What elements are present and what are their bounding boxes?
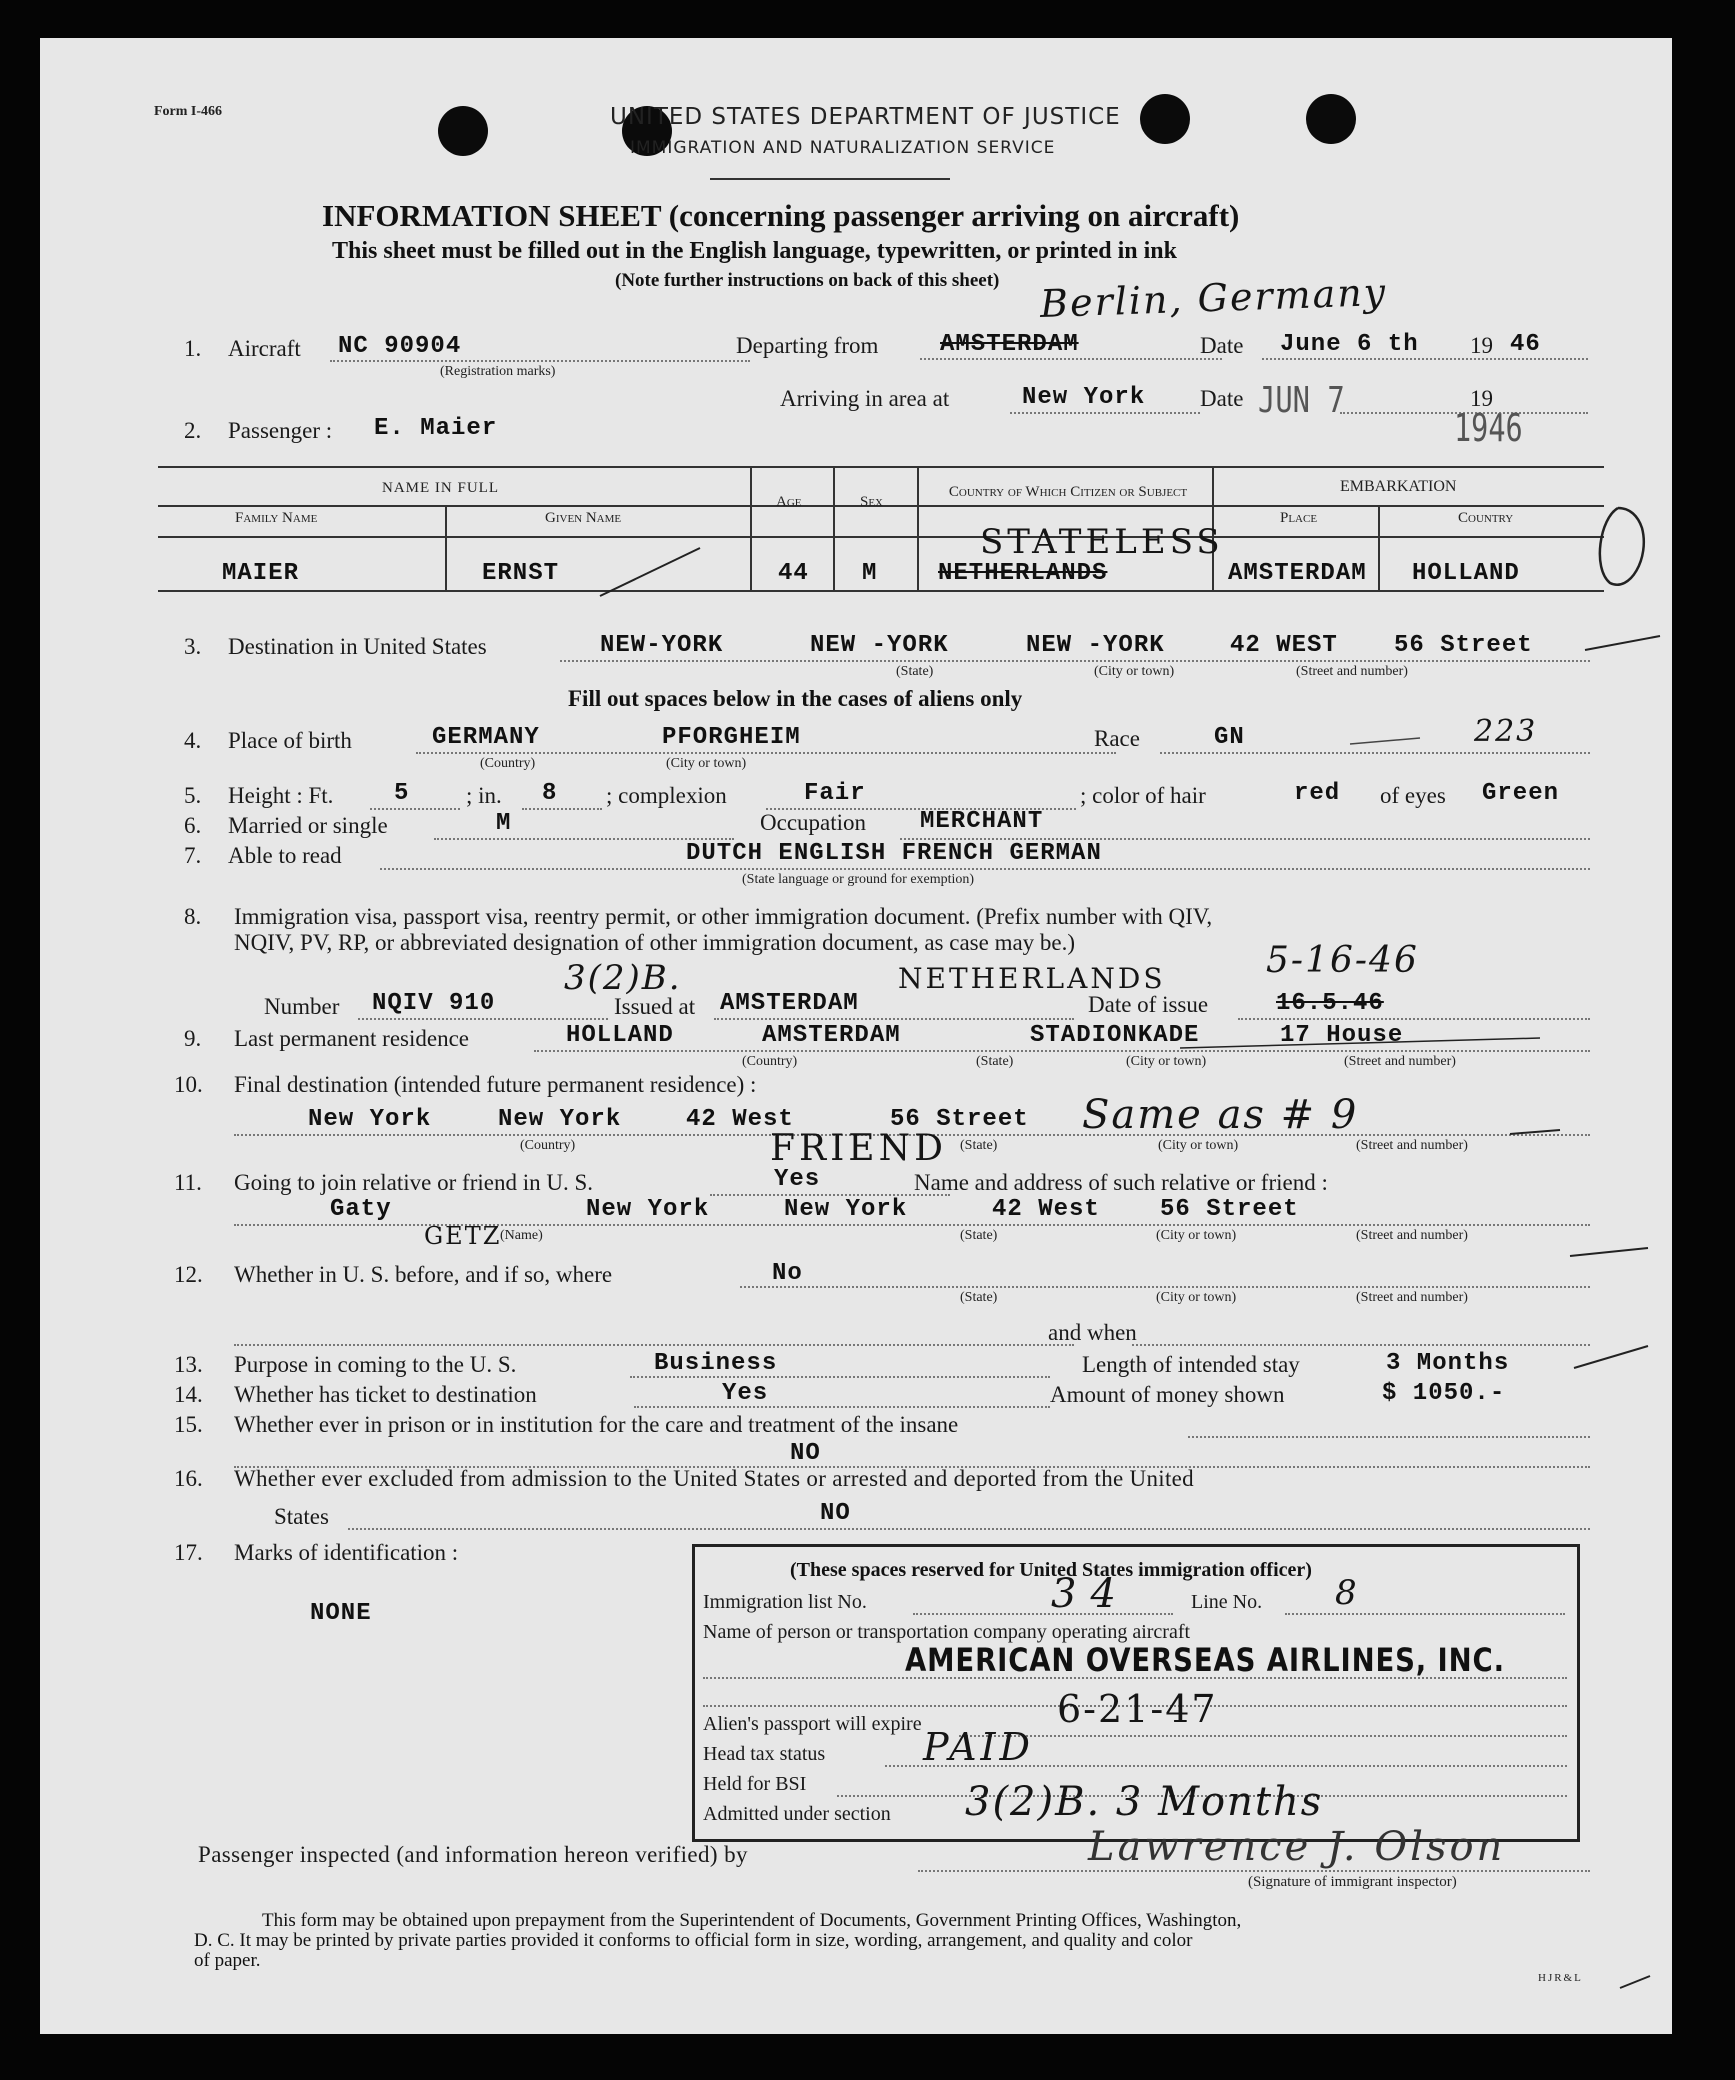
q2-label: Passenger : — [228, 418, 333, 443]
year-prefix: 19 — [1470, 333, 1493, 358]
q12-cap-city: (City or town) — [1156, 1290, 1237, 1305]
marital-value: M — [496, 810, 512, 837]
issued-value: AMSTERDAM — [720, 990, 859, 1017]
hair-value: red — [1294, 780, 1341, 807]
year2-prefix: 19 — [1470, 386, 1493, 411]
in-label: ; in. — [466, 783, 502, 808]
ticket-value: Yes — [722, 1380, 769, 1407]
printer-mark: HJR&L — [1538, 1972, 1583, 1984]
cell-place: AMSTERDAM — [1228, 560, 1367, 587]
th-given-name: Given Name — [545, 510, 622, 526]
stay-value: 3 Months — [1386, 1350, 1510, 1377]
inspector-signature: Lawrence J. Olson — [1088, 1824, 1506, 1870]
q3-value-1: NEW-YORK — [600, 632, 724, 659]
cell-citizen: NETHERLANDS — [938, 560, 1108, 587]
date-label: Date — [1200, 333, 1244, 358]
q14-number: 14. — [174, 1382, 203, 1407]
departing-label: Departing from — [736, 333, 879, 358]
list-no-value: 34 — [1051, 1571, 1130, 1617]
q1-label: Aircraft — [228, 336, 301, 361]
final-dest-handwritten: Same as # 9 — [1082, 1092, 1359, 1138]
arrival-date-stamp: JUN 7 — [1258, 380, 1345, 421]
height-in: 8 — [542, 780, 558, 807]
company-label: Name of person or transportation company operating aircraft — [703, 1621, 1191, 1643]
q3-cap-street: (Street and number) — [1296, 664, 1408, 679]
q2-number: 2. — [184, 418, 202, 443]
final-dest-3: 42 West — [686, 1106, 794, 1133]
date2-label: Date — [1200, 386, 1244, 411]
th-sex: Sex — [860, 494, 884, 510]
join-value: Yes — [774, 1166, 821, 1193]
purpose-value: Business — [654, 1350, 778, 1377]
residence-city: AMSTERDAM — [762, 1022, 901, 1049]
passenger-value: E. Maier — [374, 415, 498, 442]
bsi-label: Held for BSI — [703, 1773, 807, 1795]
list-no-label: Immigration list No. — [703, 1591, 867, 1613]
q16-label: Whether ever excluded from admission to the United States or arrested and deported from the United — [234, 1466, 1194, 1491]
friend-street: 42 West — [992, 1196, 1100, 1223]
instruction-line: This sheet must be filled out in the English language, typewritten, or printed in ink — [332, 238, 1177, 264]
departing-handwritten: Berlin, Germany — [1039, 269, 1388, 327]
friend-name: Gaty — [330, 1196, 392, 1223]
residence-country: HOLLAND — [566, 1022, 674, 1049]
q5-label: Height : Ft. — [228, 783, 334, 808]
cell-family: MAIER — [222, 560, 300, 587]
th-name-in-full: NAME IN FULL — [382, 480, 499, 496]
q6-label: Married or single — [228, 813, 388, 838]
q11-cap-state: (State) — [960, 1228, 998, 1243]
head-tax-value: PAID — [923, 1725, 1034, 1769]
q10-cap-state: (State) — [960, 1138, 998, 1153]
th-place: Place — [1280, 510, 1318, 526]
final-dest-4: 56 Street — [890, 1106, 1029, 1133]
q11-cap-street: (Street and number) — [1356, 1228, 1468, 1243]
q10-cap-country: (Country) — [520, 1138, 576, 1153]
q8-text-2: NQIV, PV, RP, or abbreviated designation of other immigration document, as case may be.) — [234, 930, 1076, 955]
th-age: Age — [776, 494, 802, 510]
residence-house: 17 House — [1280, 1022, 1404, 1049]
languages-value: DUTCH ENGLISH FRENCH GERMAN — [686, 840, 1102, 867]
q14-label: Whether has ticket to destination — [234, 1382, 537, 1407]
line-no-value: 8 — [1335, 1573, 1359, 1613]
q11-number: 11. — [174, 1170, 202, 1195]
departing-value: AMSTERDAM — [940, 331, 1079, 358]
occupation-value: MERCHANT — [920, 808, 1044, 835]
issued-label: Issued at — [614, 994, 696, 1019]
q3-cap-city: (City or town) — [1094, 664, 1175, 679]
prior-visit-value: No — [772, 1260, 803, 1287]
q11-cap-city: (City or town) — [1156, 1228, 1237, 1243]
q13-label: Purpose in coming to the U. S. — [234, 1352, 517, 1377]
footer-line-1: This form may be obtained upon prepayment from the Superintendent of Documents, Government Printing Offices, Washington, — [262, 1910, 1242, 1931]
q10-cap-city: (City or town) — [1158, 1138, 1239, 1153]
pen-marks — [40, 38, 1672, 2034]
q15-number: 15. — [174, 1412, 203, 1437]
q3-cap-state: (State) — [896, 664, 934, 679]
q12-cap-street: (Street and number) — [1356, 1290, 1468, 1305]
q16-number: 16. — [174, 1466, 203, 1491]
residence-street: STADIONKADE — [1030, 1022, 1200, 1049]
visa-date-handwritten: 5-16-46 — [1266, 940, 1419, 981]
inspection-label: Passenger inspected (and information hereon verified) by — [198, 1842, 748, 1867]
birth-country-caption: (Country) — [480, 756, 536, 771]
signature-caption: (Signature of immigrant inspector) — [1248, 1874, 1457, 1890]
q17-label: Marks of identification : — [234, 1540, 459, 1565]
company-stamp: AMERICAN OVERSEAS AIRLINES, INC. — [905, 1641, 1505, 1679]
q6-number: 6. — [184, 813, 202, 838]
q3-number: 3. — [184, 634, 202, 659]
q16-label-2: States — [274, 1504, 329, 1529]
q5-number: 5. — [184, 783, 202, 808]
date-of-issue-label: Date of issue — [1088, 992, 1209, 1017]
complexion-value: Fair — [804, 780, 866, 807]
q13-number: 13. — [174, 1352, 203, 1377]
eyes-value: Green — [1482, 780, 1560, 807]
race-note: 223 — [1474, 714, 1538, 749]
cell-given: ERNST — [482, 560, 560, 587]
head-tax-label: Head tax status — [703, 1743, 826, 1765]
race-label: Race — [1094, 726, 1140, 751]
form-number: Form I-466 — [154, 104, 223, 119]
languages-caption: (State language or ground for exemption) — [742, 872, 975, 887]
q7-label: Able to read — [228, 843, 342, 868]
q8-number: 8. — [184, 904, 202, 929]
q8-text-1: Immigration visa, passport visa, reentry permit, or other immigration document. (Prefix number with QIV, — [234, 904, 1213, 929]
q3-value-2: NEW -YORK — [810, 632, 949, 659]
th-family-name: Family Name — [235, 510, 318, 526]
th-country-citizen: Country of Which Citizen or Subject — [948, 484, 1188, 500]
aircraft-value: NC 90904 — [338, 333, 462, 360]
q4-label: Place of birth — [228, 728, 352, 753]
q10-number: 10. — [174, 1072, 203, 1097]
money-value: $ 1050.- — [1382, 1380, 1506, 1407]
q17-number: 17. — [174, 1540, 203, 1565]
join-handwritten: FRIEND — [770, 1128, 947, 1169]
q9-cap-state: (State) — [976, 1054, 1014, 1069]
cell-age: 44 — [778, 560, 809, 587]
friend-street-2: 56 Street — [1160, 1196, 1299, 1223]
service-heading: IMMIGRATION AND NATURALIZATION SERVICE — [630, 138, 1056, 158]
visa-section-handwritten: 3(2)B. — [564, 958, 682, 998]
friend-name-label: Name and address of such relative or friend : — [914, 1170, 1328, 1195]
passport-expire-label: Alien's passport will expire — [703, 1713, 922, 1735]
excluded-value: NO — [820, 1500, 851, 1527]
page-title: INFORMATION SHEET (concerning passenger arriving on aircraft) — [322, 198, 1240, 233]
cell-sex: M — [862, 560, 878, 587]
arriving-label: Arriving in area at — [780, 386, 950, 411]
q12-label: Whether in U. S. before, and if so, where — [234, 1262, 613, 1287]
friend-name-handwritten: GETZ — [424, 1222, 502, 1250]
visa-number: NQIV 910 — [372, 990, 496, 1017]
race-value: GN — [1214, 724, 1245, 751]
money-label: Amount of money shown — [1050, 1382, 1285, 1407]
footer-line-3: of paper. — [194, 1950, 261, 1971]
number-label: Number — [264, 994, 340, 1019]
admitted-section-label: Admitted under section — [703, 1803, 891, 1825]
admitted-section-value: 3(2)B. 3 Months — [965, 1779, 1324, 1825]
birth-city-caption: (City or town) — [666, 756, 747, 771]
q3-value-4: 42 WEST — [1230, 632, 1338, 659]
q3-label: Destination in United States — [228, 634, 487, 659]
issued-handwritten: NETHERLANDS — [898, 962, 1166, 995]
arrival-year-stamp: 1946 — [1454, 406, 1523, 450]
department-heading: UNITED STATES DEPARTMENT OF JUSTICE — [610, 104, 1121, 130]
th-country: Country — [1458, 510, 1514, 526]
q9-cap-city: (City or town) — [1126, 1054, 1207, 1069]
friend-city-2: New York — [784, 1196, 908, 1223]
th-embarkation: EMBARKATION — [1340, 478, 1457, 495]
birth-country: GERMANY — [432, 724, 540, 751]
complexion-label: ; complexion — [606, 783, 727, 808]
information-sheet — [40, 38, 1672, 2034]
marks-value: NONE — [310, 1600, 372, 1627]
q15-label: Whether ever in prison or in institution for the care and treatment of the insane — [234, 1412, 959, 1437]
officer-heading: (These spaces reserved for United States immigration officer) — [790, 1559, 1312, 1581]
occupation-label: Occupation — [760, 810, 867, 835]
q9-label: Last permanent residence — [234, 1026, 469, 1051]
q11-label: Going to join relative or friend in U. S. — [234, 1170, 593, 1195]
cell-country: HOLLAND — [1412, 560, 1520, 587]
q3-value-5: 56 Street — [1394, 632, 1533, 659]
q1-number: 1. — [184, 336, 202, 361]
q10-cap-street: (Street and number) — [1356, 1138, 1468, 1153]
eyes-label: of eyes — [1380, 783, 1446, 808]
q4-number: 4. — [184, 728, 202, 753]
arriving-value: New York — [1022, 384, 1146, 411]
q9-cap-street: (Street and number) — [1344, 1054, 1456, 1069]
q3-value-3: NEW -YORK — [1026, 632, 1165, 659]
q7-number: 7. — [184, 843, 202, 868]
passport-expire-value: 6-21-47 — [1057, 1687, 1218, 1731]
footer-line-2: D. C. It may be printed by private parties provided it conforms to official form in size, wording, arrangement, and quality and color — [194, 1930, 1193, 1951]
q9-number: 9. — [184, 1026, 202, 1051]
registration-caption: (Registration marks) — [440, 364, 556, 379]
aliens-heading: Fill out spaces below in the cases of aliens only — [568, 686, 1023, 711]
note-line: (Note further instructions on back of this sheet) — [615, 270, 1000, 291]
cell-citizen-handwritten: STATELESS — [980, 522, 1224, 562]
q10-label: Final destination (intended future permanent residence) : — [234, 1072, 757, 1097]
birth-city: PFORGHEIM — [662, 724, 801, 751]
stay-label: Length of intended stay — [1082, 1352, 1300, 1377]
final-dest-2: New York — [498, 1106, 622, 1133]
prison-value: NO — [790, 1440, 821, 1467]
q9-cap-country: (Country) — [742, 1054, 798, 1069]
q11-cap-name: (Name) — [500, 1228, 543, 1243]
q12-cap-state: (State) — [960, 1290, 998, 1305]
date-value: June 6 th — [1280, 331, 1419, 358]
and-when-label: and when — [1048, 1320, 1137, 1345]
line-no-label: Line No. — [1191, 1591, 1263, 1613]
q12-number: 12. — [174, 1262, 203, 1287]
final-dest-1: New York — [308, 1106, 432, 1133]
friend-city-1: New York — [586, 1196, 710, 1223]
hair-label: ; color of hair — [1080, 783, 1206, 808]
year-suffix: 46 — [1510, 331, 1541, 358]
date-of-issue-value: 16.5.46 — [1276, 990, 1384, 1017]
height-ft: 5 — [394, 780, 410, 807]
